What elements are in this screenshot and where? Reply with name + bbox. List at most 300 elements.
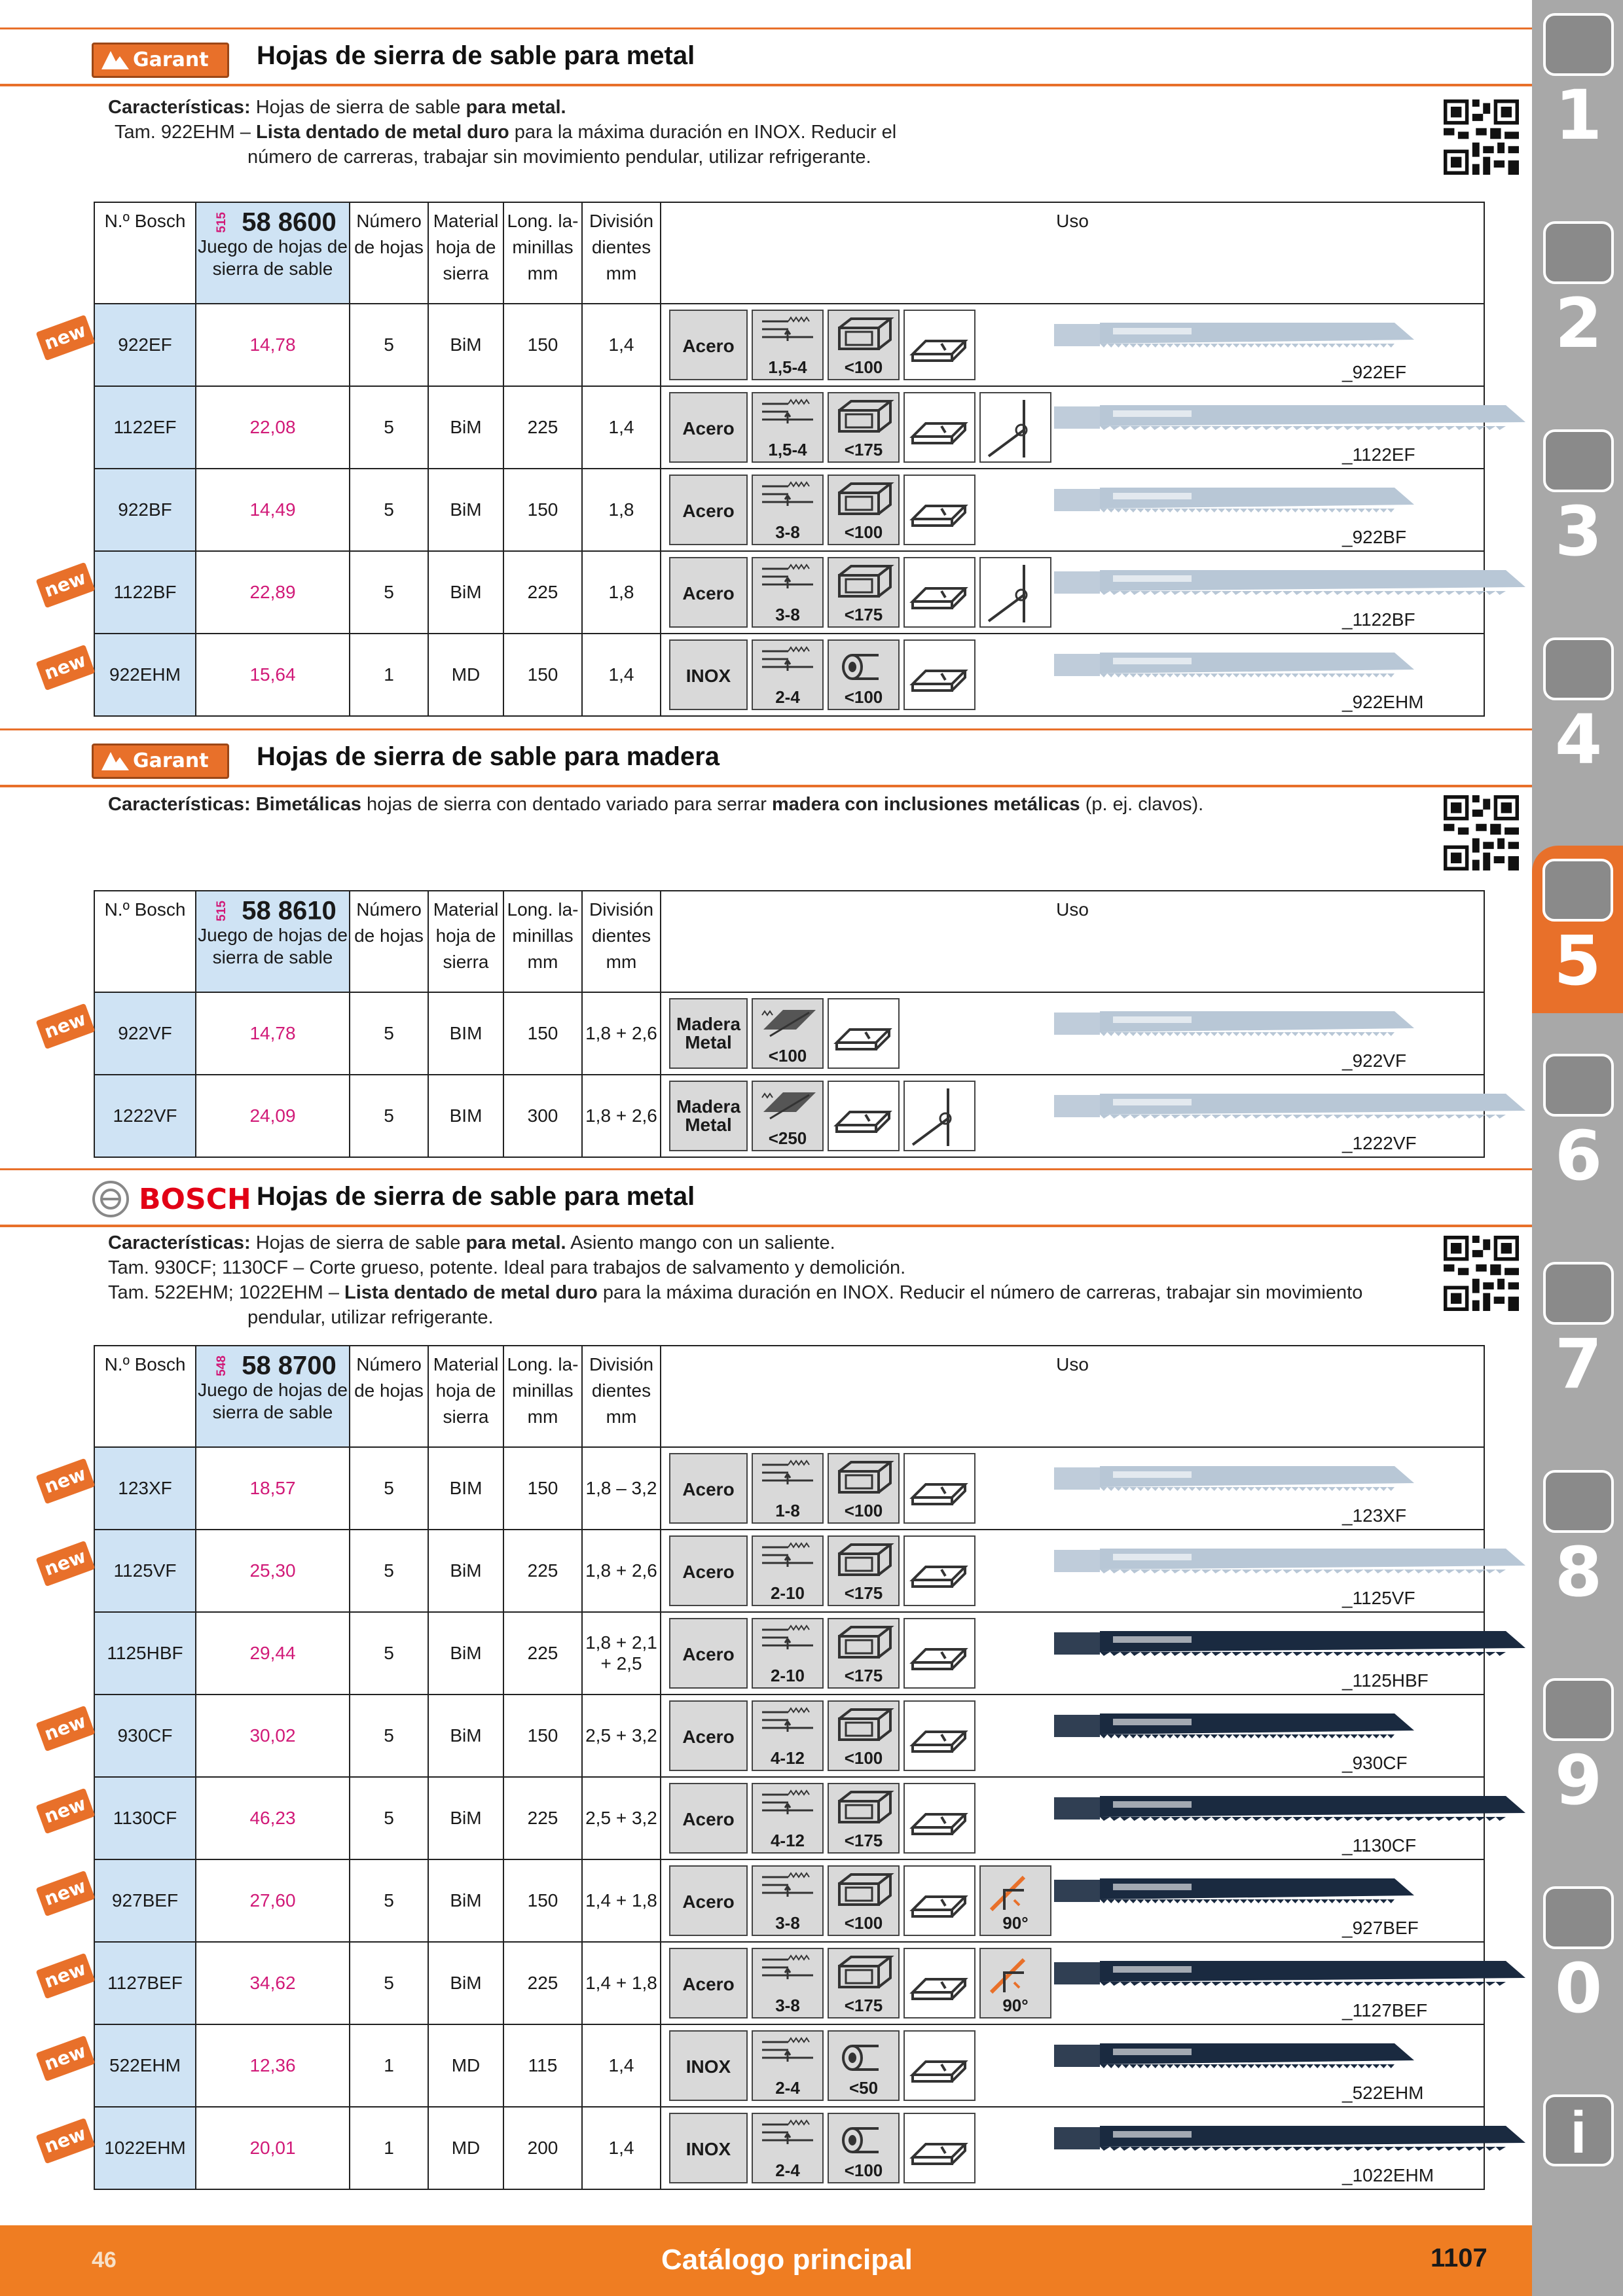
chapter-tab-3[interactable] xyxy=(1540,429,1617,571)
price: 34,62 xyxy=(196,1942,350,2024)
tooth-division: 2,5 + 3,2 xyxy=(582,1777,661,1859)
col-num: Número de hojas xyxy=(350,202,428,304)
blade-length: 150 xyxy=(503,1447,582,1530)
characteristics: Características: Hojas de sierra de sable para metal. Asiento mango con un saliente. Tam. 930CF; 1130CF – Corte grueso, potente. Ideal para trabajos de salvamento y demolición. Tam. 522EHM; 1022EHM – Lista dentado de metal duro para la máxima duración en INOX. Reducir el número de carreras, trabajar sin movimiento pendular, utilizar refrigerante. xyxy=(108,1232,1363,1328)
table-row xyxy=(94,1695,1484,1777)
blade-length: 225 xyxy=(503,1530,582,1612)
price: 30,02 xyxy=(196,1695,350,1777)
chapter-number: 9 xyxy=(1554,1740,1603,1820)
plate-cut-icon xyxy=(903,1535,976,1606)
col-code: 515 58 8600 Juego de hojas de sierra de sable xyxy=(196,202,350,304)
table-row xyxy=(94,1859,1484,1942)
plate-cut-icon xyxy=(903,475,976,545)
table-row xyxy=(94,1530,1484,1612)
chapter-number: 3 xyxy=(1554,492,1603,571)
tooth-division: 1,4 xyxy=(582,634,661,716)
blade-material: BiM xyxy=(428,304,503,386)
bosch-number: 522EHM xyxy=(94,2024,196,2107)
sheet-count: 1 xyxy=(350,2107,428,2189)
blade-name: _1022EHM xyxy=(1342,2165,1434,2185)
bosch-number: 922EHM xyxy=(94,634,196,716)
catalog-title: Catálogo principal xyxy=(661,2244,913,2276)
tube-thickness-icon: 3-8 xyxy=(752,1948,824,2018)
price: 14,78 xyxy=(196,992,350,1075)
col-bosch: N.º Bosch xyxy=(94,1346,196,1447)
plate-cut-icon xyxy=(903,1700,976,1771)
new-badge: new xyxy=(36,1788,96,1835)
bosch-number: 1125HBF xyxy=(94,1612,196,1695)
blade-name: _927BEF xyxy=(1342,1918,1419,1938)
chapter-number: 2 xyxy=(1554,283,1603,363)
tube-thickness-icon: 2-4 xyxy=(752,2030,824,2101)
tube-thickness-icon: 1,5-4 xyxy=(752,392,824,463)
bosch-number: 922VF xyxy=(94,992,196,1075)
page-footer xyxy=(0,2225,1532,2296)
table-row xyxy=(94,1777,1484,1859)
blade-name: _1122EF xyxy=(1342,444,1415,465)
table-row xyxy=(94,304,1484,386)
bosch-logo: BOSCH xyxy=(92,1179,251,1219)
garant-logo: Garant xyxy=(92,744,229,779)
characteristics: Características: Bimetálicas hojas de sierra con dentado variado para serrar madera con inclusiones metálicas (p. ej. clavos). xyxy=(108,794,1204,815)
blade-name: _922EF xyxy=(1342,362,1407,382)
bosch-number: 930CF xyxy=(94,1695,196,1777)
section-title: Hojas de sierra de sable para madera xyxy=(257,742,720,771)
material-label: Acero xyxy=(669,1948,748,2018)
profile-pipe-icon: <175 xyxy=(828,1783,900,1854)
blade-length: 300 xyxy=(503,1075,582,1157)
tube-thickness-icon: 2-4 xyxy=(752,639,824,710)
chapter-icon xyxy=(1543,13,1614,76)
blade-material: BiM xyxy=(428,1942,503,2024)
blade-length: 225 xyxy=(503,1942,582,2024)
material-label: Madera Metal xyxy=(669,1081,748,1151)
tube-thickness-icon: 4-12 xyxy=(752,1700,824,1771)
blade-name: _1125HBF xyxy=(1342,1670,1429,1691)
blade-name: _1125VF xyxy=(1342,1588,1415,1608)
new-badge: new xyxy=(36,1953,96,2000)
chapter-tab-5[interactable] xyxy=(1532,846,1623,1013)
sheet-count: 5 xyxy=(350,469,428,551)
blade-name: _922BF xyxy=(1342,527,1407,547)
sheet-count: 5 xyxy=(350,1859,428,1942)
flush-cut-icon xyxy=(903,1081,976,1151)
sheet-count: 5 xyxy=(350,386,428,469)
material-label: Acero xyxy=(669,1865,748,1936)
chapter-icon xyxy=(1543,1470,1614,1533)
bosch-number: 927BEF xyxy=(94,1859,196,1942)
uso-cell xyxy=(661,1612,1484,1695)
plate-cut-icon xyxy=(903,1865,976,1936)
plate-cut-icon xyxy=(828,998,900,1069)
bosch-number: 123XF xyxy=(94,1447,196,1530)
blade-name: _1127BEF xyxy=(1342,2000,1428,2020)
qr-code-icon[interactable] xyxy=(1444,99,1519,175)
price: 14,78 xyxy=(196,304,350,386)
blade-name: _922EHM xyxy=(1342,692,1424,712)
table-row xyxy=(94,551,1484,634)
blade-material: MD xyxy=(428,2024,503,2107)
product-table xyxy=(94,202,1485,717)
tooth-division: 2,5 + 3,2 xyxy=(582,1695,661,1777)
chapter-tab-2[interactable] xyxy=(1540,221,1617,363)
table-row xyxy=(94,992,1484,1075)
blade-length: 225 xyxy=(503,551,582,634)
table-row xyxy=(94,1447,1484,1530)
blade-name: _123XF xyxy=(1342,1505,1407,1526)
col-bosch: N.º Bosch xyxy=(94,202,196,304)
blade-length: 115 xyxy=(503,2024,582,2107)
chapter-tab-i[interactable] xyxy=(1540,2094,1617,2166)
price: 46,23 xyxy=(196,1777,350,1859)
new-badge: new xyxy=(36,2118,96,2164)
sheet-count: 5 xyxy=(350,1942,428,2024)
plate-cut-icon xyxy=(903,2030,976,2101)
tube-thickness-icon: 4-12 xyxy=(752,1783,824,1854)
chapter-icon xyxy=(1543,1262,1614,1325)
blade-material: BIM xyxy=(428,992,503,1075)
table-row xyxy=(94,634,1484,716)
page-number-right: 1107 xyxy=(1431,2244,1487,2272)
blade-material: BIM xyxy=(428,1075,503,1157)
price: 29,44 xyxy=(196,1612,350,1695)
bosch-number: 1222VF xyxy=(94,1075,196,1157)
price: 14,49 xyxy=(196,469,350,551)
uso-cell xyxy=(661,1942,1484,2024)
blade-name: _522EHM xyxy=(1342,2083,1424,2103)
bosch-number: 1127BEF xyxy=(94,1942,196,2024)
table-row xyxy=(94,386,1484,469)
bosch-number: 922BF xyxy=(94,469,196,551)
section-header xyxy=(0,27,1532,86)
blade-length: 150 xyxy=(503,992,582,1075)
table-row xyxy=(94,1075,1484,1157)
blade-length: 200 xyxy=(503,2107,582,2189)
tooth-division: 1,4 xyxy=(582,2107,661,2189)
uso-cell xyxy=(661,634,1484,716)
blade-material: BIM xyxy=(428,1447,503,1530)
tube-thickness-icon: 3-8 xyxy=(752,557,824,628)
tooth-division: 1,8 + 2,1 + 2,5 xyxy=(582,1612,661,1695)
sheet-count: 5 xyxy=(350,1447,428,1530)
material-label: Acero xyxy=(669,1700,748,1771)
price: 27,60 xyxy=(196,1859,350,1942)
plate-cut-icon xyxy=(903,2113,976,2183)
uso-cell xyxy=(661,1447,1484,1530)
col-code: 515 58 8610 Juego de hojas de sierra de sable xyxy=(196,891,350,992)
tooth-division: 1,4 xyxy=(582,386,661,469)
chapter-tab-4[interactable] xyxy=(1540,637,1617,779)
chapter-number: 5 xyxy=(1554,921,1601,1001)
chapter-icon xyxy=(1543,1886,1614,1949)
chapter-number: 7 xyxy=(1554,1324,1603,1404)
profile-pipe-icon: <175 xyxy=(828,392,900,463)
blade-name: _922VF xyxy=(1342,1050,1407,1071)
new-badge: new xyxy=(36,1458,96,1505)
profile-pipe-icon: <100 xyxy=(828,475,900,545)
profile-pipe-icon: <100 xyxy=(828,1453,900,1524)
blade-material: MD xyxy=(428,2107,503,2189)
bosch-number: 922EF xyxy=(94,304,196,386)
new-badge: new xyxy=(36,315,96,361)
material-label: Acero xyxy=(669,1783,748,1854)
plate-cut-icon xyxy=(903,639,976,710)
col-num: Número de hojas xyxy=(350,891,428,992)
col-uso: Uso xyxy=(661,1346,1484,1447)
tooth-division: 1,8 + 2,6 xyxy=(582,992,661,1075)
tooth-division: 1,4 + 1,8 xyxy=(582,1859,661,1942)
info-icon[interactable]: i xyxy=(1543,2094,1614,2166)
blade-length: 150 xyxy=(503,1859,582,1942)
material-label: Acero xyxy=(669,1535,748,1606)
tooth-division: 1,4 xyxy=(582,304,661,386)
profile-pipe-icon: <175 xyxy=(828,1618,900,1689)
qr-code-icon[interactable] xyxy=(1444,1236,1519,1311)
uso-cell xyxy=(661,1530,1484,1612)
price: 20,01 xyxy=(196,2107,350,2189)
material-label: INOX xyxy=(669,2030,748,2101)
material-label: INOX xyxy=(669,2113,748,2183)
profile-pipe-icon: <100 xyxy=(828,310,900,380)
material-label: Madera Metal xyxy=(669,998,748,1069)
new-badge: new xyxy=(36,1003,96,1050)
table-row xyxy=(94,1612,1484,1695)
wood-metal-icon: <100 xyxy=(752,998,824,1069)
chapter-icon xyxy=(1542,859,1613,922)
uso-cell xyxy=(661,551,1484,634)
tooth-division: 1,8 – 3,2 xyxy=(582,1447,661,1530)
plate-cut-icon xyxy=(903,1453,976,1524)
table-row xyxy=(94,1942,1484,2024)
angle-cut-icon: 90° xyxy=(979,1948,1051,2018)
blade-material: BiM xyxy=(428,1695,503,1777)
uso-cell xyxy=(661,386,1484,469)
material-label: Acero xyxy=(669,1618,748,1689)
price: 25,30 xyxy=(196,1530,350,1612)
plate-cut-icon xyxy=(903,1948,976,2018)
tooth-division: 1,8 xyxy=(582,551,661,634)
blade-material: BiM xyxy=(428,469,503,551)
round-bar-icon: <100 xyxy=(828,639,900,710)
col-division: División dientes mm xyxy=(582,891,661,992)
tooth-division: 1,8 + 2,6 xyxy=(582,1530,661,1612)
chapter-number: 4 xyxy=(1554,700,1603,780)
tube-thickness-icon: 2-10 xyxy=(752,1618,824,1689)
tube-thickness-icon: 1-8 xyxy=(752,1453,824,1524)
uso-cell xyxy=(661,304,1484,386)
tube-thickness-icon: 1,5-4 xyxy=(752,310,824,380)
bosch-number: 1125VF xyxy=(94,1530,196,1612)
table-row xyxy=(94,2024,1484,2107)
new-badge: new xyxy=(36,562,96,609)
chapter-number: 6 xyxy=(1554,1116,1603,1196)
material-label: Acero xyxy=(669,557,748,628)
chapter-icon xyxy=(1543,429,1614,492)
uso-cell xyxy=(661,469,1484,551)
plate-cut-icon xyxy=(903,310,976,380)
wood-metal-icon: <250 xyxy=(752,1081,824,1151)
sheet-count: 5 xyxy=(350,992,428,1075)
chapter-tab-8[interactable] xyxy=(1540,1470,1617,1611)
chapter-tab-0[interactable] xyxy=(1540,1886,1617,2028)
blade-length: 225 xyxy=(503,386,582,469)
col-length: Long. la- minillas mm xyxy=(503,202,582,304)
blade-name: _1130CF xyxy=(1342,1835,1417,1856)
blade-length: 225 xyxy=(503,1777,582,1859)
blade-material: BiM xyxy=(428,1612,503,1695)
sheet-count: 5 xyxy=(350,1612,428,1695)
characteristics: Características: Hojas de sierra de sable para metal. Tam. 922EHM – Lista dentado de metal duro para la máxima duración en INOX. Reducir el número de carreras, trabajar sin movimiento pendular, utilizar refrigerante. xyxy=(108,97,897,168)
uso-cell xyxy=(661,1075,1484,1157)
col-uso: Uso xyxy=(661,891,1484,992)
chapter-icon xyxy=(1543,1678,1614,1741)
material-label: Acero xyxy=(669,1453,748,1524)
plate-cut-icon xyxy=(903,557,976,628)
plate-cut-icon xyxy=(903,1618,976,1689)
col-bosch: N.º Bosch xyxy=(94,891,196,992)
chapter-number: 0 xyxy=(1554,1948,1603,2028)
uso-cell xyxy=(661,1859,1484,1942)
plate-cut-icon xyxy=(903,392,976,463)
garant-logo: Garant xyxy=(92,43,229,78)
profile-pipe-icon: <175 xyxy=(828,1948,900,2018)
sheet-count: 5 xyxy=(350,1530,428,1612)
blade-material: BiM xyxy=(428,1777,503,1859)
profile-pipe-icon: <100 xyxy=(828,1865,900,1936)
tooth-division: 1,4 + 1,8 xyxy=(582,1942,661,2024)
blade-name: _1222VF xyxy=(1342,1133,1417,1153)
sheet-count: 5 xyxy=(350,551,428,634)
new-badge: new xyxy=(36,1871,96,1917)
table-header-row xyxy=(94,1346,1484,1447)
tooth-division: 1,8 xyxy=(582,469,661,551)
sheet-count: 1 xyxy=(350,634,428,716)
plate-cut-icon xyxy=(828,1081,900,1151)
material-label: Acero xyxy=(669,392,748,463)
chapter-sidebar xyxy=(1532,0,1623,2296)
sheet-count: 5 xyxy=(350,1075,428,1157)
col-length: Long. la- minillas mm xyxy=(503,1346,582,1447)
bosch-number: 1130CF xyxy=(94,1777,196,1859)
blade-length: 150 xyxy=(503,1695,582,1777)
new-badge: new xyxy=(36,1706,96,1752)
profile-pipe-icon: <175 xyxy=(828,557,900,628)
chapter-icon xyxy=(1543,221,1614,284)
angle-cut-icon: 90° xyxy=(979,1865,1051,1936)
section-header xyxy=(0,1168,1532,1227)
new-badge: new xyxy=(36,2036,96,2082)
col-code: 548 58 8700 Juego de hojas de sierra de sable xyxy=(196,1346,350,1447)
price: 18,57 xyxy=(196,1447,350,1530)
tube-thickness-icon: 2-10 xyxy=(752,1535,824,1606)
qr-code-icon[interactable] xyxy=(1444,795,1519,870)
tube-thickness-icon: 3-8 xyxy=(752,1865,824,1936)
round-bar-icon: <50 xyxy=(828,2030,900,2101)
uso-cell xyxy=(661,1695,1484,1777)
sheet-count: 1 xyxy=(350,2024,428,2107)
blade-name: _1122BF xyxy=(1342,609,1415,630)
chapter-number: 8 xyxy=(1554,1532,1603,1612)
col-material: Material hoja de sierra xyxy=(428,891,503,992)
chapter-icon xyxy=(1543,1054,1614,1117)
flush-cut-icon xyxy=(979,392,1051,463)
uso-cell xyxy=(661,992,1484,1075)
col-division: División dientes mm xyxy=(582,202,661,304)
material-label: Acero xyxy=(669,475,748,545)
col-num: Número de hojas xyxy=(350,1346,428,1447)
uso-cell xyxy=(661,2107,1484,2189)
bosch-number: 1022EHM xyxy=(94,2107,196,2189)
tube-thickness-icon: 2-4 xyxy=(752,2113,824,2183)
chapter-tab-7[interactable] xyxy=(1540,1262,1617,1403)
price: 22,89 xyxy=(196,551,350,634)
tube-thickness-icon: 3-8 xyxy=(752,475,824,545)
col-uso: Uso xyxy=(661,202,1484,304)
new-badge: new xyxy=(36,1541,96,1587)
product-table xyxy=(94,1345,1485,2190)
col-material: Material hoja de sierra xyxy=(428,202,503,304)
table-header-row xyxy=(94,202,1484,304)
uso-cell xyxy=(661,2024,1484,2107)
blade-material: BiM xyxy=(428,386,503,469)
bosch-number: 1122BF xyxy=(94,551,196,634)
blade-material: BiM xyxy=(428,551,503,634)
profile-pipe-icon: <175 xyxy=(828,1535,900,1606)
price: 22,08 xyxy=(196,386,350,469)
blade-length: 150 xyxy=(503,634,582,716)
blade-material: BiM xyxy=(428,1530,503,1612)
blade-length: 150 xyxy=(503,304,582,386)
chapter-tab-6[interactable] xyxy=(1540,1054,1617,1195)
section-header xyxy=(0,728,1532,787)
blade-material: MD xyxy=(428,634,503,716)
uso-cell xyxy=(661,1777,1484,1859)
sheet-count: 5 xyxy=(350,304,428,386)
chapter-tab-9[interactable] xyxy=(1540,1678,1617,1820)
col-length: Long. la- minillas mm xyxy=(503,891,582,992)
profile-pipe-icon: <100 xyxy=(828,1700,900,1771)
round-bar-icon: <100 xyxy=(828,2113,900,2183)
col-material: Material hoja de sierra xyxy=(428,1346,503,1447)
chapter-number: 1 xyxy=(1554,75,1603,155)
flush-cut-icon xyxy=(979,557,1051,628)
product-table xyxy=(94,890,1485,1158)
plate-cut-icon xyxy=(903,1783,976,1854)
price: 15,64 xyxy=(196,634,350,716)
new-badge: new xyxy=(36,645,96,691)
section-title: Hojas de sierra de sable para metal xyxy=(257,41,695,70)
material-label: INOX xyxy=(669,639,748,710)
table-header-row xyxy=(94,891,1484,992)
sheet-count: 5 xyxy=(350,1695,428,1777)
blade-length: 225 xyxy=(503,1612,582,1695)
page-number-left: 46 xyxy=(92,2248,117,2272)
chapter-tab-1[interactable] xyxy=(1540,13,1617,154)
col-division: División dientes mm xyxy=(582,1346,661,1447)
blade-material: BiM xyxy=(428,1859,503,1942)
price: 24,09 xyxy=(196,1075,350,1157)
section-title: Hojas de sierra de sable para metal xyxy=(257,1182,695,1211)
chapter-icon xyxy=(1543,637,1614,700)
price: 12,36 xyxy=(196,2024,350,2107)
material-label: Acero xyxy=(669,310,748,380)
table-row xyxy=(94,469,1484,551)
sheet-count: 5 xyxy=(350,1777,428,1859)
table-row xyxy=(94,2107,1484,2189)
tooth-division: 1,4 xyxy=(582,2024,661,2107)
blade-length: 150 xyxy=(503,469,582,551)
blade-name: _930CF xyxy=(1342,1753,1408,1773)
